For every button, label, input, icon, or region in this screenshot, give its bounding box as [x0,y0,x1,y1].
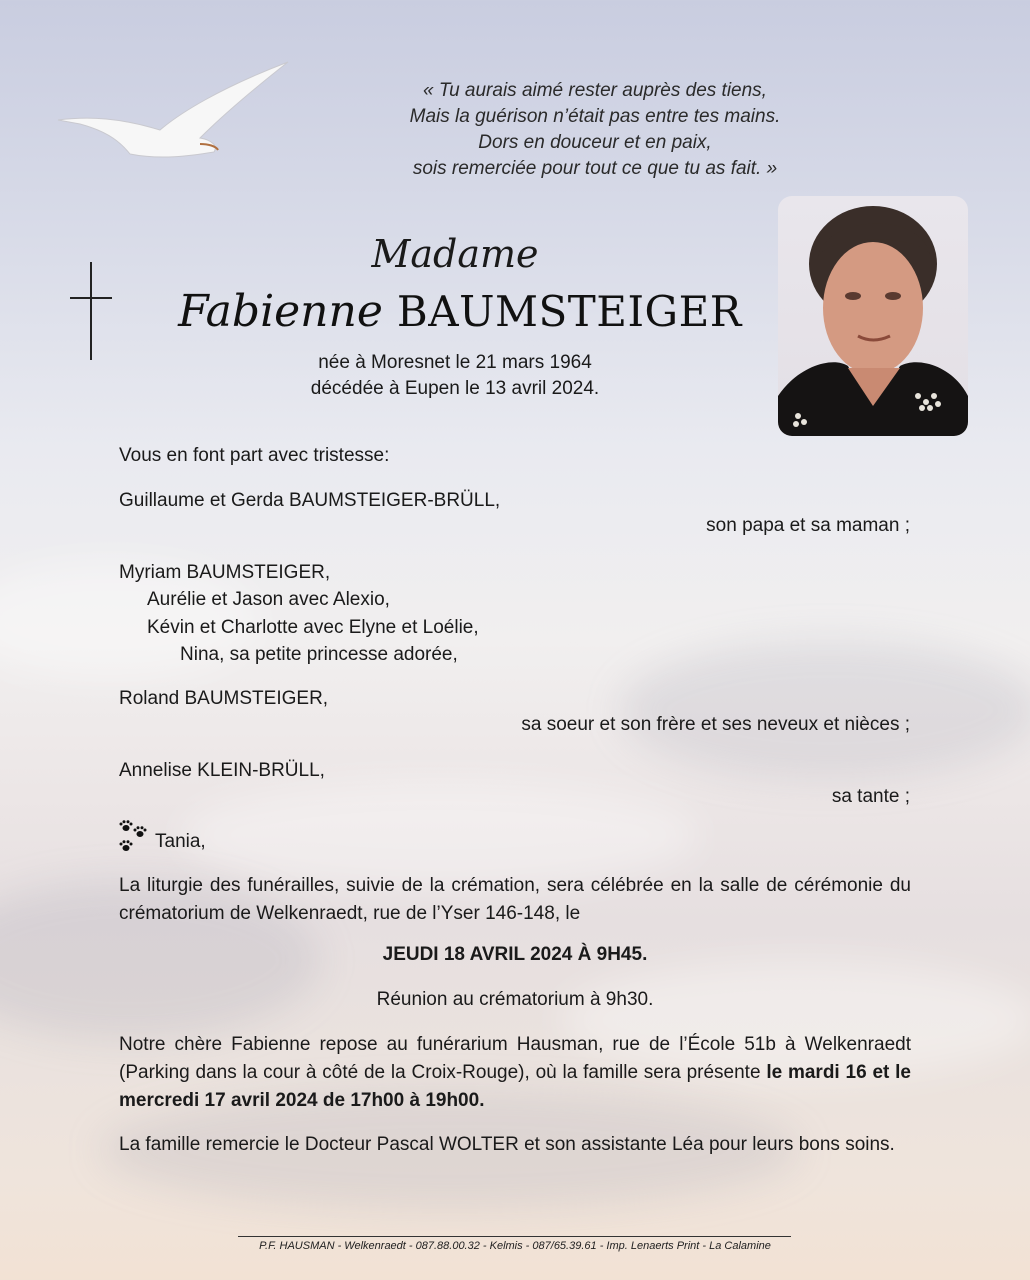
family-parents-role: son papa et sa maman ; [706,515,910,536]
cross-icon [90,262,92,360]
family-parents: Guillaume et Gerda BAUMSTEIGER-BRÜLL, [119,490,501,511]
paw-prints-icon [118,820,148,854]
last-name: BAUMSTEIGER [396,287,742,336]
death-date: décédée à Eupen le 13 avril 2024. [310,378,600,399]
family-aunt-role: sa tante ; [831,786,910,807]
family-relative: Nina, sa petite princesse adorée, [180,644,458,665]
visitation-text [119,1031,911,1115]
footer-divider [238,1236,791,1237]
cloud [620,640,1030,780]
seagull-icon [50,58,295,168]
life-dates [245,350,665,402]
visitation-dates: le mardi 16 et le mercredi 17 avril 2024 de 17h00 à 19h00. [119,1062,911,1111]
epitaph-quote [330,78,860,182]
visitation-info: Notre chère Fabienne repose au funérarium Hausman, rue de l’École 51b à Welkenraedt (Parking dans la cour à côté de la Croix-Rouge), où la famille sera présente [119,1034,911,1083]
deceased-name [110,286,810,337]
quote-line: Mais la guérison n’était pas entre tes mains. [409,106,781,127]
ceremony-date: JEUDI 18 AVRIL 2024 À 9H45. [382,944,648,965]
ceremony-meeting: Réunion au crématorium à 9h30. [376,989,654,1010]
first-name: Fabienne [178,286,383,337]
family-brother: Roland BAUMSTEIGER, [119,688,329,709]
quote-line: sois remerciée pour tout ce que tu as fait. » [412,158,778,179]
birth-date: née à Moresnet le 21 mars 1964 [318,352,592,373]
ceremony-text: La liturgie des funérailles, suivie de la crémation, sera célébrée en la salle de cérémonie du crématorium de Welkenraedt, rue de l’Yser 146-148, le [119,875,911,924]
family-sister: Myriam BAUMSTEIGER, [119,562,331,583]
family-siblings-role: sa soeur et son frère et ses neveux et nièces ; [521,714,910,735]
honorific: Madame [371,232,539,276]
quote-line: Dors en douceur et en paix, [478,132,712,153]
thanks-text: La famille remercie le Docteur Pascal WOLTER et son assistante Léa pour leurs bons soins. [119,1134,895,1155]
quote-line: « Tu aurais aimé rester auprès des tiens, [423,80,767,101]
footer-credits: P.F. HAUSMAN - Welkenraedt - 087.88.00.32 - Kelmis - 087/65.39.61 - Imp. Lenaerts Print - La Calamine [259,1240,771,1252]
portrait-photo [778,196,968,436]
family-pet: Tania, [155,831,206,852]
announcement-intro: Vous en font part avec tristesse: [119,445,390,466]
family-relative: Aurélie et Jason avec Alexio, [147,589,390,610]
family-aunt: Annelise KLEIN-BRÜLL, [119,760,325,781]
cross-icon-bar [70,297,112,299]
family-relative: Kévin et Charlotte avec Elyne et Loélie, [147,617,479,638]
